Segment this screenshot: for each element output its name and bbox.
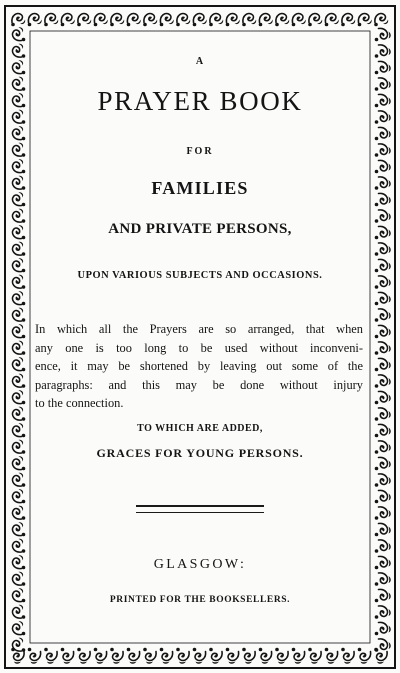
subjects-line: UPON VARIOUS SUBJECTS AND OCCASIONS. [77, 270, 323, 281]
border-ornament [12, 407, 25, 421]
border-ornament [61, 13, 75, 26]
border-ornament [12, 324, 25, 338]
border-ornament [375, 292, 391, 305]
description-line: ence, it may be shortened by leaving out some of the [35, 359, 363, 373]
title-page-text [35, 50, 363, 630]
border-ornament [12, 308, 25, 322]
border-ornament [12, 275, 25, 289]
border-ornament [374, 13, 388, 26]
border-ornament [127, 648, 140, 664]
border-ornament [12, 192, 25, 206]
border-ornament [12, 638, 25, 652]
border-ornament [176, 13, 190, 26]
border-ornament [44, 13, 58, 26]
border-ornament [12, 390, 25, 404]
border-ornament [160, 648, 173, 664]
border-ornament [242, 648, 255, 664]
border-ornament [12, 522, 25, 536]
border-ornament [12, 341, 25, 355]
border-ornament [275, 13, 289, 26]
border-ornament [12, 225, 25, 239]
border-ornament [375, 193, 391, 206]
private-persons-line: AND PRIVATE PERSONS, [108, 221, 292, 237]
border-ornament [12, 588, 25, 602]
border-ornament [12, 572, 25, 586]
border-ornament [193, 648, 206, 664]
border-ornament [375, 589, 391, 602]
for-line: FOR [186, 146, 214, 157]
border-ornament [209, 648, 222, 664]
border-ornament [375, 160, 391, 173]
thick-rule [136, 505, 264, 507]
border-ornament [12, 440, 25, 454]
border-ornament [375, 606, 391, 619]
border-ornament [375, 111, 391, 124]
description-line: any one is too long to be used without inconveni- [35, 340, 363, 355]
border-ornament [12, 60, 25, 74]
border-ornament [341, 13, 355, 26]
border-ornament [358, 648, 371, 664]
border-ornament [308, 648, 321, 664]
border-ornament [12, 159, 25, 173]
border-ornament [375, 276, 391, 289]
border-ornament [375, 94, 391, 107]
border-ornament [12, 423, 25, 437]
article-a: A [195, 56, 205, 67]
border-ornament [308, 13, 322, 26]
border-ornament [375, 457, 391, 470]
border-ornament [28, 13, 42, 26]
border-ornament [77, 13, 91, 26]
border-ornament [375, 243, 391, 256]
border-ornament [94, 648, 107, 664]
border-ornament [242, 13, 256, 26]
border-ornament [375, 424, 391, 437]
border-ornament [12, 242, 25, 256]
border-ornament [226, 13, 240, 26]
border-ornament [12, 126, 25, 140]
border-ornament [44, 648, 57, 664]
border-ornament [375, 391, 391, 404]
border-ornament [12, 489, 25, 503]
border-ornament [12, 93, 25, 107]
border-ornament [94, 13, 108, 26]
border-ornament [375, 342, 391, 355]
border-ornament [127, 13, 141, 26]
border-ornament [11, 13, 25, 26]
border-ornament [12, 456, 25, 470]
border-ornament [375, 490, 391, 503]
border-ornament [375, 210, 391, 223]
border-ornament [12, 291, 25, 305]
border-ornament [292, 13, 306, 26]
description-line: to the connection. [35, 396, 124, 410]
border-ornament [375, 523, 391, 536]
border-ornament [375, 144, 391, 157]
description-line: paragraphs: and this may be done without injury [35, 377, 363, 392]
book-title: PRAYER BOOK [97, 86, 303, 116]
thin-rule [136, 512, 264, 513]
border-ornament [375, 573, 391, 586]
border-ornament [259, 648, 272, 664]
place-of-publication: GLASGOW: [153, 557, 247, 572]
border-ornament [325, 13, 339, 26]
border-ornament [375, 375, 391, 388]
border-ornament [292, 648, 305, 664]
printer-line: PRINTED FOR THE BOOKSELLERS. [109, 595, 291, 605]
border-ornament [375, 177, 391, 190]
border-ornament [325, 648, 338, 664]
border-ornament [375, 61, 391, 74]
border-ornament [12, 110, 25, 124]
border-ornament [110, 13, 124, 26]
border-ornament [375, 226, 391, 239]
border-ornament [143, 648, 156, 664]
border-ornament [375, 325, 391, 338]
border-ornament [12, 621, 25, 635]
graces-line: GRACES FOR YOUNG PERSONS. [96, 446, 304, 460]
border-ornament [12, 176, 25, 190]
border-ornament [226, 648, 239, 664]
border-ornament [12, 473, 25, 487]
border-ornament [143, 13, 157, 26]
border-ornament [193, 13, 207, 26]
border-ornament [61, 648, 74, 664]
description-line: In which all the Prayers are so arranged, that when [35, 322, 363, 336]
border-ornament [375, 259, 391, 272]
border-ornament [12, 77, 25, 91]
border-ornament [375, 639, 391, 652]
border-ornament [77, 648, 90, 664]
description-paragraph [35, 320, 363, 413]
border-ornament [375, 622, 391, 635]
border-ornament [375, 28, 391, 41]
border-ornament [12, 27, 25, 41]
border-ornament [375, 309, 391, 322]
border-ornament [12, 555, 25, 569]
border-ornament [375, 441, 391, 454]
border-ornament [12, 143, 25, 157]
border-ornament [12, 258, 25, 272]
border-ornament [12, 44, 25, 58]
border-ornament [375, 78, 391, 91]
border-ornament [160, 13, 174, 26]
families-line: FAMILIES [151, 178, 249, 198]
border-ornament [12, 605, 25, 619]
border-ornament [358, 13, 372, 26]
border-ornament [375, 45, 391, 58]
border-ornament [12, 357, 25, 371]
border-ornament [28, 648, 41, 664]
border-ornament [12, 374, 25, 388]
border-ornament [375, 127, 391, 140]
border-ornament [12, 539, 25, 553]
border-ornament [12, 506, 25, 520]
border-ornament [12, 209, 25, 223]
border-ornament [176, 648, 189, 664]
border-ornament [259, 13, 273, 26]
border-ornament [341, 648, 354, 664]
border-ornament [110, 648, 123, 664]
border-ornament [375, 556, 391, 569]
border-ornament [375, 474, 391, 487]
border-ornament [375, 408, 391, 421]
border-ornament [209, 13, 223, 26]
added-line: TO WHICH ARE ADDED, [137, 423, 263, 434]
border-ornament [375, 507, 391, 520]
border-ornament [375, 540, 391, 553]
border-ornament [275, 648, 288, 664]
border-ornament [375, 358, 391, 371]
